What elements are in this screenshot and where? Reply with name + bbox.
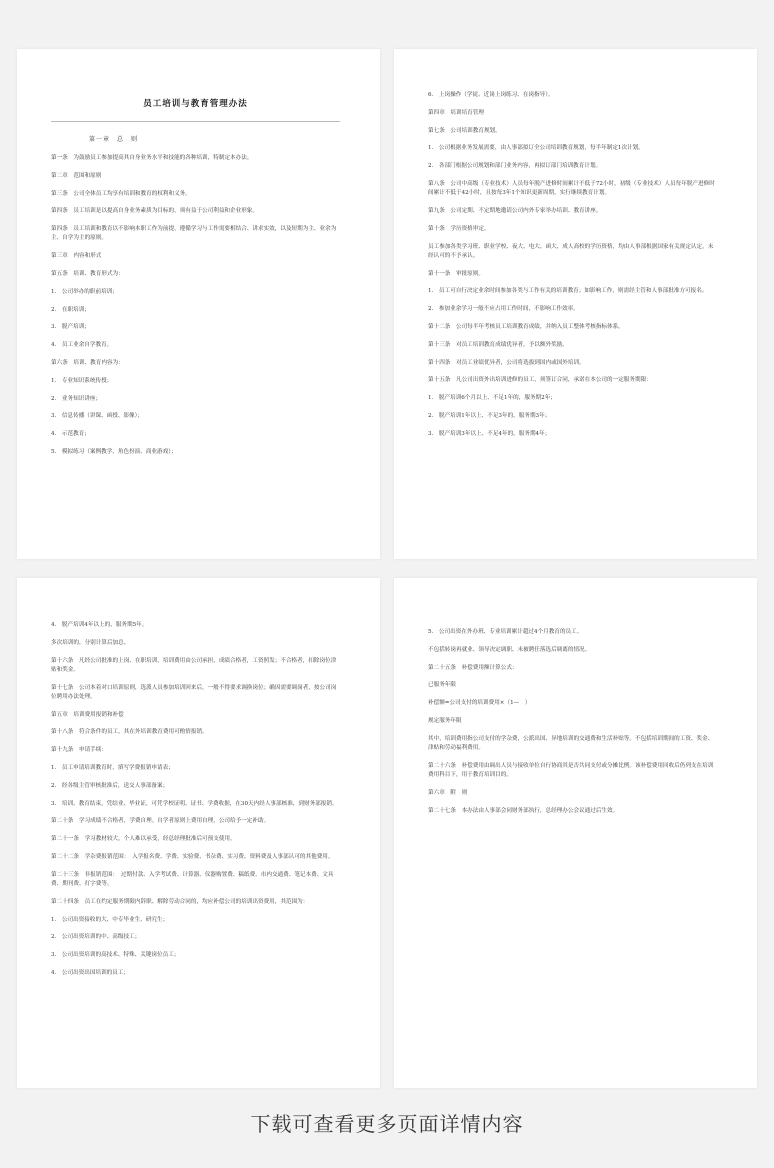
paragraph: 规定服务年限 [428, 717, 462, 724]
paragraph: 员工参加各类学习班、职业学校、夜大、电大、函大、成人高校的学历资格，均由人事部根据国家有关规定认定，未经认可的不予承认。 [428, 243, 714, 259]
paragraph: 2. 参加业余学习一般不应占用工作时间，不影响工作效率。 [428, 306, 579, 313]
paragraph: 第一条 为鼓励员工参加提高其自身业务水平和技能的各种培训，特制定本办法。 [51, 155, 253, 161]
paragraph: 补偿额=公司支付的培训费用×（1— ） [428, 700, 531, 707]
paragraph: 第二十二条 学杂费报销范围： 入学报名费、学费、实验费、书杂费、实习费、资料费及人事部认可的其他费用。 [51, 853, 334, 860]
paragraph: 第三条 公司全体员工均享有培训和教育的权利和义务。 [51, 190, 191, 197]
paragraph: 第二十七条 本办法由人事部会同财务部执行，总经理办公会议通过后生效。 [428, 807, 619, 814]
paragraph: 第四章 培训培育管理 [428, 109, 484, 116]
paragraph: 第九条 公司定期、不定期地邀请公司内外专家举办培训、教育讲座。 [428, 207, 602, 214]
paragraph: 第六条 培训、教育内容为： [51, 359, 124, 366]
paragraph: 2. 公司出资培训的中、高级技工； [51, 934, 141, 941]
paragraph: 第十九条 申请手续： [51, 747, 107, 754]
paragraph: 2. 经各级主管审核批准后，送交人事部备案； [51, 782, 169, 789]
paragraph: 第十三条 对员工培训教育成绩优异者，予以额外奖励。 [428, 341, 568, 348]
chapter-heading: 第一章 总 则 [89, 136, 139, 143]
paragraph: 5. 公司出资在外办班、专业培训累计超过4个月教育的员工。 [428, 629, 583, 635]
paragraph: 2. 各部门根据公司规划和部门业务内容，再拟订部门培训教育计划。 [428, 163, 602, 170]
paragraph: 第十一条 审批原则。 [428, 270, 484, 277]
paragraph: 3. 脱产培训； [51, 324, 90, 331]
download-more-caption: 下载可查看更多页面详情内容 [250, 1112, 524, 1136]
paragraph: 第五条 培训、教育形式为： [51, 270, 124, 277]
document-page-1 [17, 49, 380, 559]
paragraph: 6. 上岗操作（学徒、近岗上岗练习、在岗指导）。 [428, 92, 554, 98]
paragraph: 第四条 员工培训和教育以不影响本职工作为前提，遵循学习与工作需要相结合、讲求实效，以及短期为主、业余为主、自学为主的原则。 [51, 226, 337, 242]
paragraph: 第二十五条 补偿费用额计算公式： [428, 664, 518, 671]
paragraph: 第二十四条 员工在约定服务期限内辞职、解除劳动合同的，均应补偿公司的培训出资费用，其范围为： [51, 898, 309, 905]
page-body [428, 628, 717, 816]
paragraph: 1. 员工申请培训教育时，填写学费报销申请表； [51, 764, 174, 771]
paragraph: 第二章 范围和原则 [51, 172, 102, 179]
document-page-2 [394, 49, 757, 559]
paragraph: 第三章 内容和形式 [51, 253, 102, 260]
paragraph: 第四条 员工培训是以提高自身业务素质为目标的，须有益于公司利益和企业形象。 [51, 208, 258, 215]
paragraph: 5. 模拟练习（案例教学、角色扮演、商业游戏）； [51, 448, 177, 455]
page-body [428, 91, 717, 439]
paragraph: 第十七条 公司本着对口培训原则，选派人员参加培训回来后，一般不得要求调换岗位；确因需要调岗者，按公司岗位聘用办法处理。 [51, 684, 337, 700]
paragraph: 多次培训的，分别计算后加总。 [51, 639, 130, 646]
page-body [51, 621, 340, 978]
paragraph: 第五章 培训费用报销和补偿 [51, 711, 124, 718]
paragraph: 1. 公司举办的职前培训； [51, 288, 118, 295]
paragraph: 1. 脱产培训6个月以上、不足1年的，服务期2年； [428, 395, 556, 402]
paragraph: 第十四条 对员工业绩优异者，公司将选拔到国内或国外培训。 [428, 359, 585, 366]
paragraph: 已服务年限 [428, 682, 456, 689]
paragraph: 4. 员工业余自学教育。 [51, 342, 113, 349]
paragraph: 第二十一条 学习教材较大，个人难以承受，经总经理批准后可预支使用。 [51, 836, 236, 843]
paragraph: 3. 公司出资培训的高技术、特殊、关键岗位员工； [51, 952, 180, 959]
paragraph: 4. 脱产培训4年以上的，服务期5年。 [51, 622, 148, 628]
paragraph: 2. 在职培训； [51, 306, 90, 313]
paragraph: 3. 信息传播（讲课、函授、影像）； [51, 413, 144, 420]
paragraph: 第十条 学历资格审定。 [428, 225, 490, 232]
paragraph: 1. 公司出资接收的大、中专毕业生、研究生； [51, 916, 169, 923]
paragraph: 第十二条 公司每半年考核员工培训教育成绩，并纳入员工整体考核指标体系。 [428, 323, 624, 330]
paragraph: 第十八条 符合条件的员工，其在外培训教育费用可酌情报销。 [51, 729, 208, 736]
paragraph: 第二十六条 补偿费用由调出人员与接收单位自行协商其是否共同支付或分摊比例。该补偿费用回收后仍列支在培训费用科目下，用于教育培训目的。 [428, 762, 714, 778]
title-divider [51, 121, 340, 122]
paragraph: 第八条 公司中高级（专业技术）人员每年脱产进修时间累计不低于72小时，初级（专业技术）人员每年脱产进修时间累计不低于42小时，且按每3年1个知识更新周期，实行继续教育计划。 [428, 180, 715, 197]
page-body [51, 154, 340, 457]
paragraph: 第二十三条 非报销范围： 过期付款、入学考试费、计算器、仪器购置费、稿纸费、市内交通费、笔记本费、文具费、期刊费、打字费等。 [51, 871, 334, 887]
paragraph: 第十六条 凡经公司批准的上岗、在职培训，培训费用由公司承担，成绩合格者，工资照发；不合格者，扣除岗位津贴和奖金。 [51, 657, 337, 673]
paragraph: 1. 员工可自行决定业余时间参加各类与工作有关的培训教育；如影响工作，则需经主管和人事部批准方可报名。 [428, 288, 708, 295]
paragraph: 不包括转岗再就业、领导决定调职、未被聘任落选后调离的情况。 [428, 646, 591, 653]
paragraph: 4. 公司出资出国培训的员工； [51, 969, 130, 976]
paragraph: 第七条 公司培训教育规划。 [428, 127, 501, 134]
paragraph: 1. 公司根据业务发展需要，由人事部拟订全公司培训教育规划，每半年制定1次计划。 [428, 145, 644, 152]
paragraph: 4. 示范教育； [51, 431, 90, 438]
document-page-3 [17, 578, 380, 1088]
document-title: 员工培训与教育管理办法 [143, 99, 248, 109]
paragraph: 其中，培训费用指公司支付的学杂费，公派出国、异地培训的交通费和生活补贴等。不包括培训期间的工资、奖金、津贴和劳动福利费用。 [428, 735, 714, 751]
paragraph: 第二十条 学习成绩不合格者，学费自理。自学者原则上费用自理，公司给予一定补助。 [51, 818, 270, 825]
document-page-4 [394, 578, 757, 1088]
paragraph: 2. 业务知识讲座； [51, 395, 102, 402]
paragraph: 3. 脱产培训3年以上、不足4年的，服务期4年； [428, 430, 551, 437]
paragraph: 第六章 附 则 [428, 789, 468, 796]
paragraph: 1. 专业知识系统传授； [51, 377, 113, 384]
paragraph: 2. 脱产培训1年以上、不足3年的，服务期3年； [428, 412, 551, 419]
paragraph: 第十五条 凡公司出资外出培训进修的员工，须签订合同，承诺在本公司的一定服务期限： [428, 377, 652, 384]
paragraph: 3. 培训、教育结束，凭结业、毕业证，可凭学校证明、证书、学费收据，在30天内经人事部核准，到财务部报销。 [51, 800, 338, 807]
